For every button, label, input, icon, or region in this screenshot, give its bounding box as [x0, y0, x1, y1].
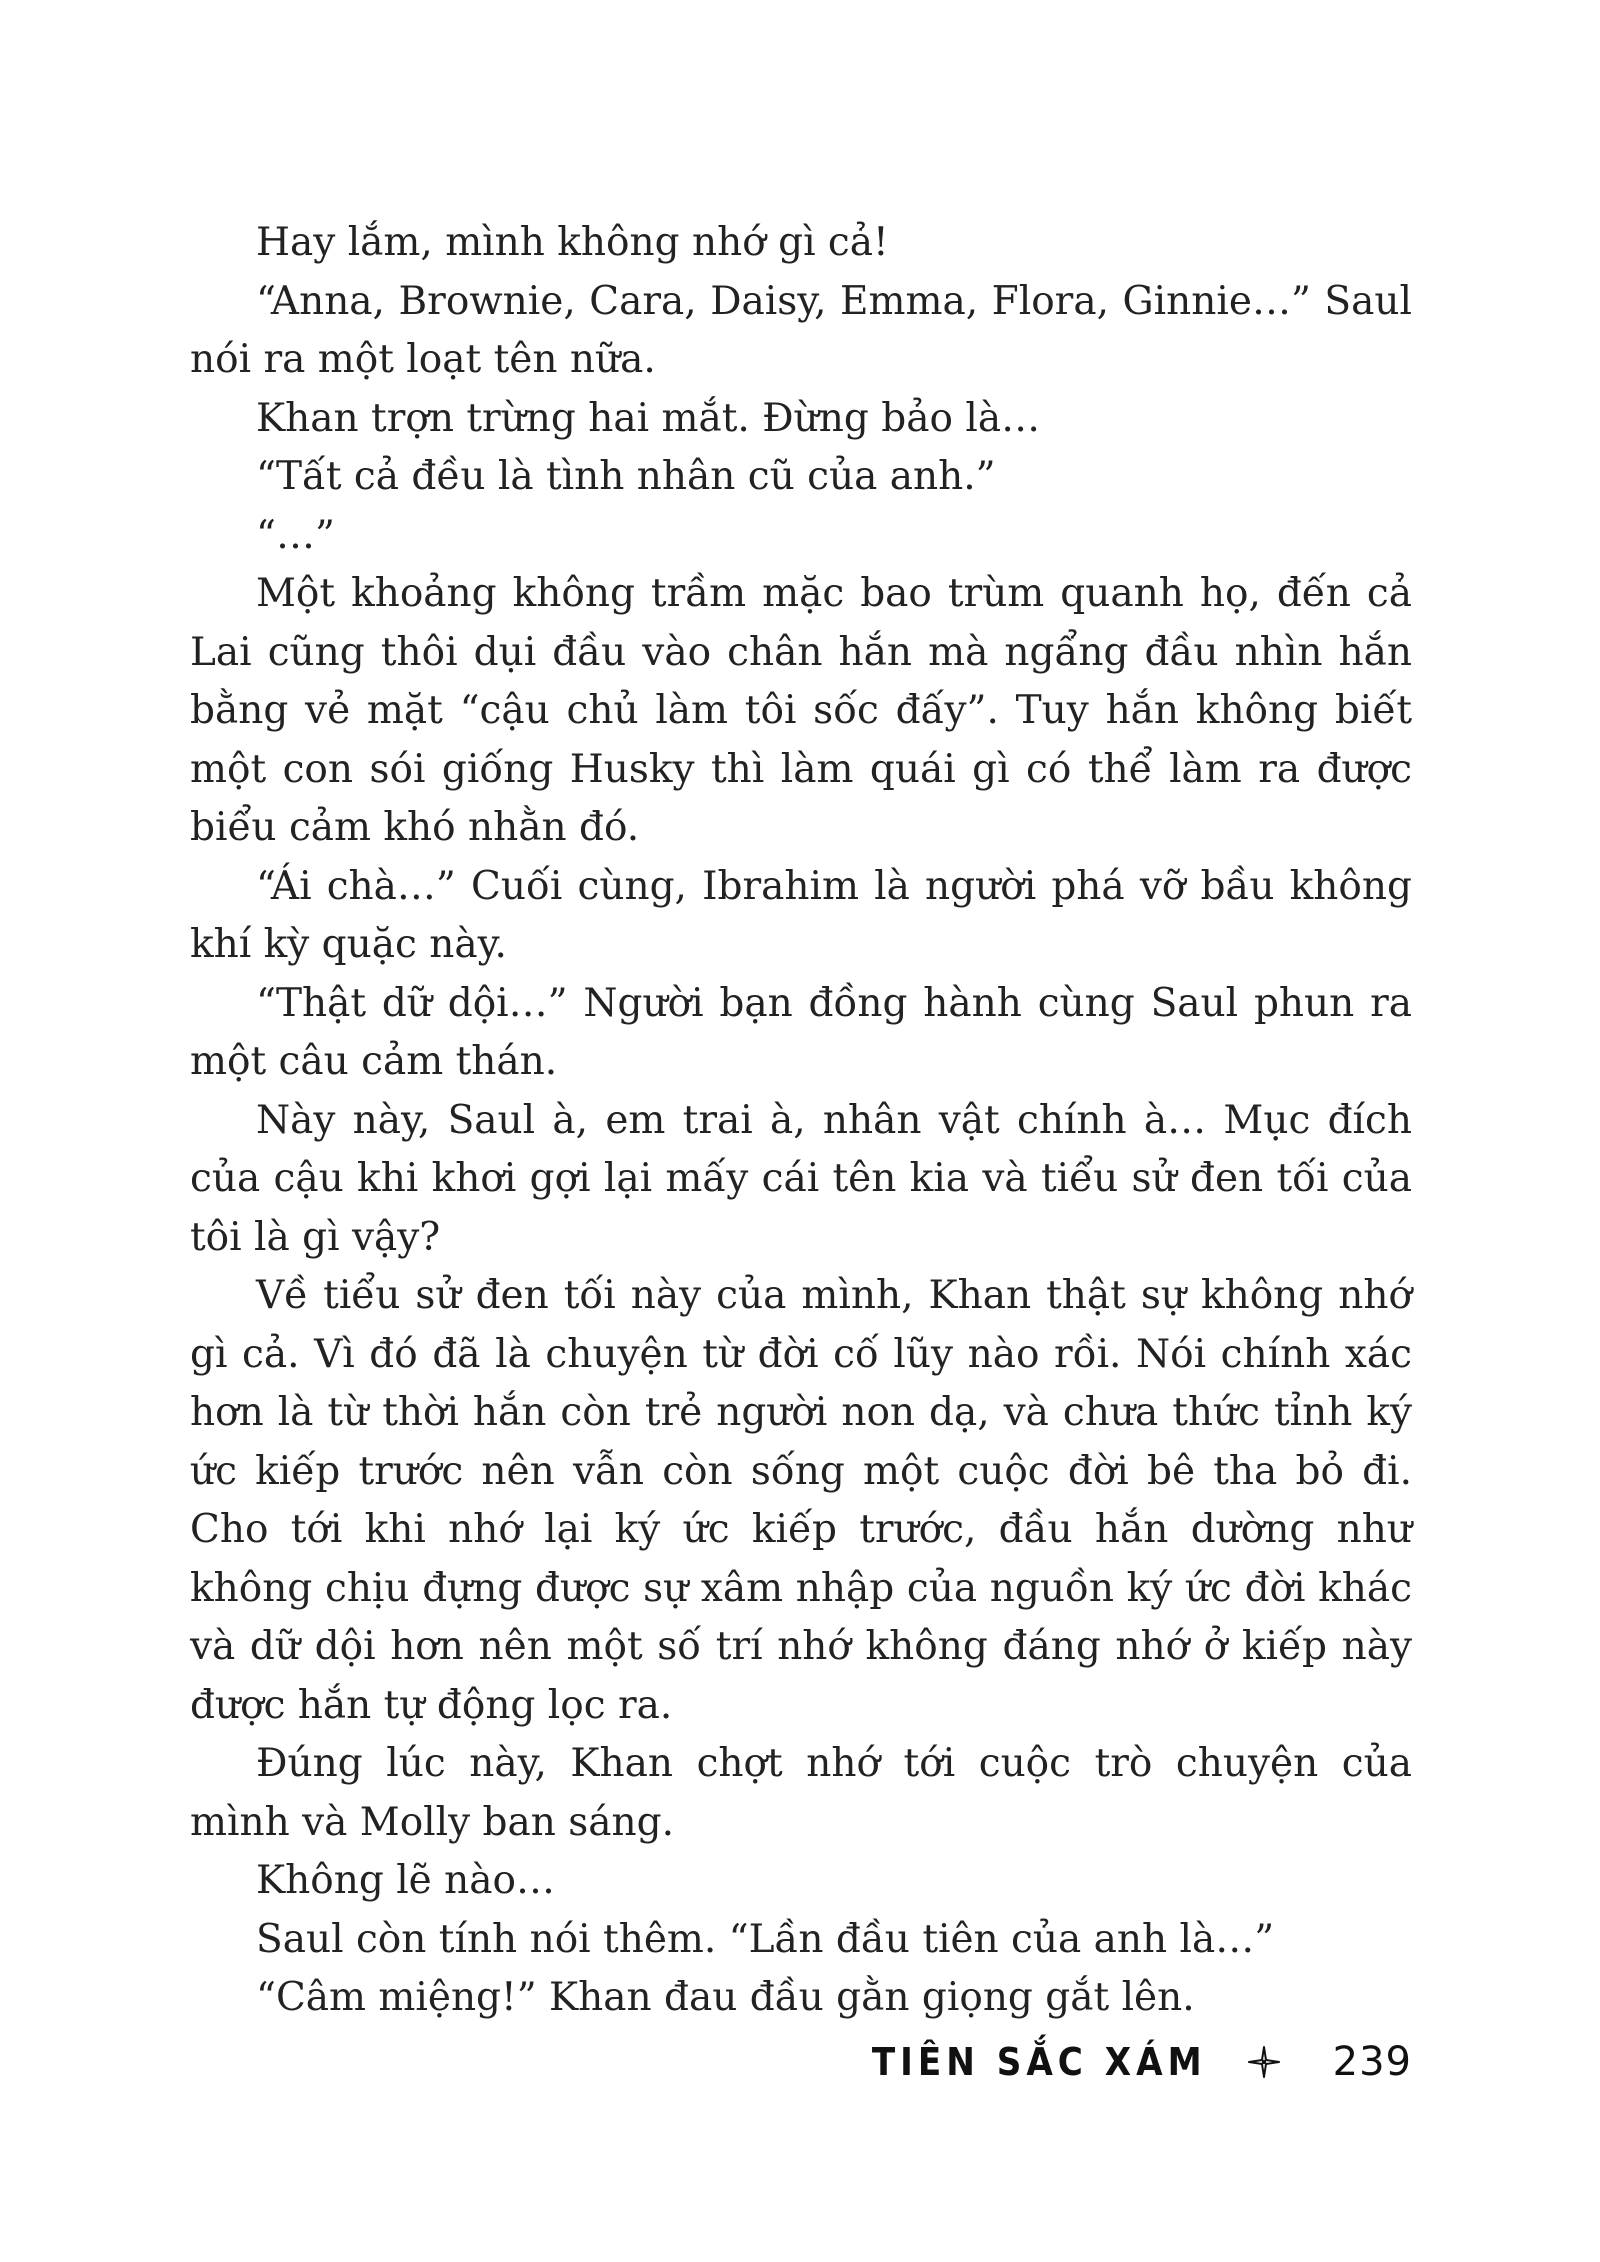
- four-point-star-ornament-icon: [1247, 2045, 1281, 2079]
- body-text: [190, 214, 1412, 2028]
- paragraph: “…”: [256, 512, 335, 558]
- paragraph: “Thật dữ dội…” Người bạn đồng hành cùng Saul phun ra một câu cảm thán.: [190, 980, 1412, 1084]
- paragraph: Hay lắm, mình không nhớ gì cả!: [256, 220, 889, 265]
- paragraph: Saul còn tính nói thêm. “Lần đầu tiên của anh là…”: [256, 1916, 1275, 1962]
- paragraph: “Ái chà…” Cuối cùng, Ibrahim là người phá vỡ bầu không khí kỳ quặc này.: [190, 863, 1412, 967]
- paragraph: “Câm miệng!” Khan đau đầu gằn giọng gắt lên.: [256, 1975, 1195, 2020]
- page-footer: [872, 2032, 1412, 2092]
- paragraph: Khan trợn trừng hai mắt. Đừng bảo là…: [256, 395, 1041, 441]
- paragraph: Về tiểu sử đen tối này của mình, Khan thật sự không nhớ gì cả. Vì đó đã là chuyện từ đời cố lũy nào rồi. Nói chính xác hơn là từ thời hắn còn trẻ người non dạ, và chưa thức tỉnh ký ức kiếp trước nên vẫn còn sống một cuộc đời bê tha bỏ đi. Cho tới khi nhớ lại ký ức kiếp trước, đầu hắn dường như không chịu đựng được sự xâm nhập của nguồn ký ức đời khác và dữ dội hơn nên một số trí nhớ không đáng nhớ ở kiếp này được hắn tự động lọc ra.: [190, 1273, 1412, 1728]
- paragraph: Một khoảng không trầm mặc bao trùm quanh họ, đến cả Lai cũng thôi dụi đầu vào chân hắn mà ngẩng đầu nhìn hắn bằng vẻ mặt “cậu chủ làm tôi sốc đấy”. Tuy hắn không biết một con sói giống Husky thì làm quái gì có thể làm ra được biểu cảm khó nhằn đó.: [190, 571, 1412, 850]
- paragraph: Đúng lúc này, Khan chợt nhớ tới cuộc trò chuyện của mình và Molly ban sáng.: [190, 1741, 1412, 1845]
- paragraph: Này này, Saul à, em trai à, nhân vật chính à… Mục đích của cậu khi khơi gợi lại mấy cái tên kia và tiểu sử đen tối của tôi là gì vậy?: [190, 1097, 1412, 1260]
- page-number: 239: [1332, 2039, 1412, 2085]
- paragraph: Không lẽ nào…: [256, 1858, 556, 1903]
- paragraph: “Tất cả đều là tình nhân cũ của anh.”: [256, 454, 996, 499]
- paragraph: “Anna, Brownie, Cara, Daisy, Emma, Flora, Ginnie…” Saul nói ra một loạt tên nữa.: [190, 278, 1412, 382]
- running-title: TIÊN SẮC XÁM: [871, 2040, 1207, 2084]
